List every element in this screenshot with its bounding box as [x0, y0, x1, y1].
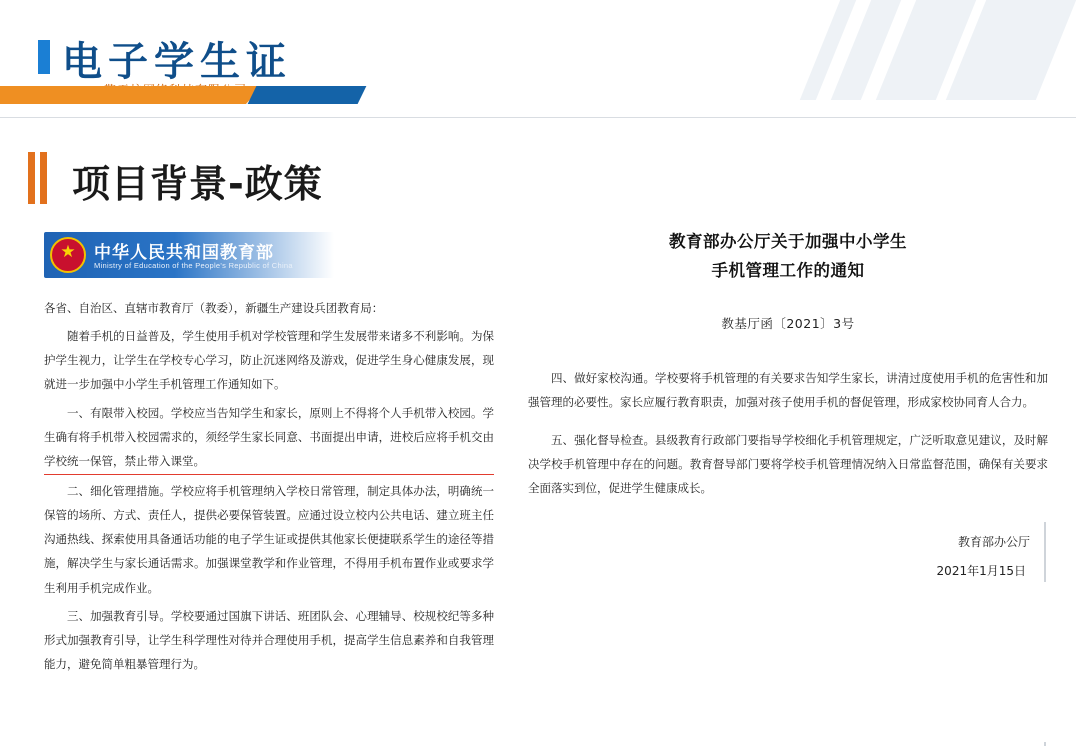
header-decoration — [516, 0, 1076, 100]
document-paragraph-4: 三、加强教育引导。学校要通过国旗下讲话、班团队会、心理辅导、校规校纪等多种形式加强教育引导，让学生科学理性对待并合理使用手机，提高学生信息素养和自我管理能力，避免简单粗暴管理行为。 — [44, 608, 494, 671]
header-divider — [0, 117, 1076, 118]
ribbon-blue — [248, 86, 367, 104]
moe-banner — [44, 232, 334, 278]
document-body-right — [528, 366, 1048, 501]
ribbon-orange — [0, 86, 246, 104]
document-paragraph-1: 随着手机的日益普及，学生使用手机对学校管理和学生发展带来诸多不利影响。为保护学生视力，让学生在学校专心学习，防止沉迷网络及游戏，促进学生身心健康发展，现就进一步加强中小学生手机管理工作通知如下。 — [44, 329, 494, 392]
moe-name-en: Ministry of Education of the People's Republic of China — [94, 261, 293, 270]
title-accent-bars — [28, 152, 50, 204]
page-edge-artifact — [1038, 522, 1046, 582]
page-edge-artifact — [1038, 742, 1046, 746]
document-paragraph-5: 四、做好家校沟通。学校要将手机管理的有关要求告知学生家长，讲清过度使用手机的危害性和加强管理的必要性。家长应履行教育职责，加强对孩子使用手机的督促管理，形成家校协同育人合力。 — [528, 370, 1048, 409]
document-signature: 教育部办公厅 — [957, 535, 1030, 550]
document-heading — [528, 228, 1048, 286]
document-heading-line-1: 教育部办公厅关于加强中小学生 — [669, 232, 907, 251]
slide-header — [0, 0, 1076, 118]
policy-document — [28, 222, 1048, 734]
document-left-column — [44, 296, 494, 680]
document-paragraph-6: 五、强化督导检查。县级教育行政部门要指导学校细化手机管理规定，广泛听取意见建议，及时解决学校手机管理中存在的问题。教育督导部门要将学校手机管理情况纳入日常监督范围，确保有关要求全面落实到位，促进学生健康成长。 — [528, 433, 1048, 496]
national-emblem-icon — [50, 237, 86, 273]
document-paragraph-2: 一、有限带入校园。学校应当告知学生和家长，原则上不得将个人手机带入校园。学生确有将手机带入校园需求的，须经学生家长同意、书面提出申请，进校后应将手机交由学校统一保管，禁止带入课堂。 — [44, 401, 494, 475]
document-number: 教基厅函〔2021〕3号 — [721, 315, 855, 331]
logo-mark-icon — [38, 40, 50, 74]
document-heading-line-2: 手机管理工作的通知 — [711, 260, 865, 280]
document-recipient: 各省、自治区、直辖市教育厅（教委），新疆生产建设兵团教育局： — [44, 301, 384, 315]
logo-title: 电子学生证 — [62, 39, 292, 85]
document-date: 2021年1月15日 — [936, 564, 1026, 579]
document-right-column — [528, 222, 1048, 586]
moe-name-cn: 中华人民共和国教育部 — [94, 243, 274, 263]
document-signature-block — [528, 528, 1048, 586]
header-ribbon — [0, 86, 1076, 104]
page-title: 项目背景-政策 — [72, 162, 323, 206]
document-paragraph-3: 二、细化管理措施。学校应将手机管理纳入学校日常管理，制定具体办法，明确统一保管的场所、方式、责任人，提供必要保管装置。应通过设立校内公共电话、建立班主任沟通热线、探索使用具备通话功能的电子学生证或提供其他家长便捷联系学生的途径等措施，解决学生与家长通话需求。加强课堂教学和作业管理，不得用手机布置作业或要求学生利用手机完成作业。 — [44, 483, 494, 595]
